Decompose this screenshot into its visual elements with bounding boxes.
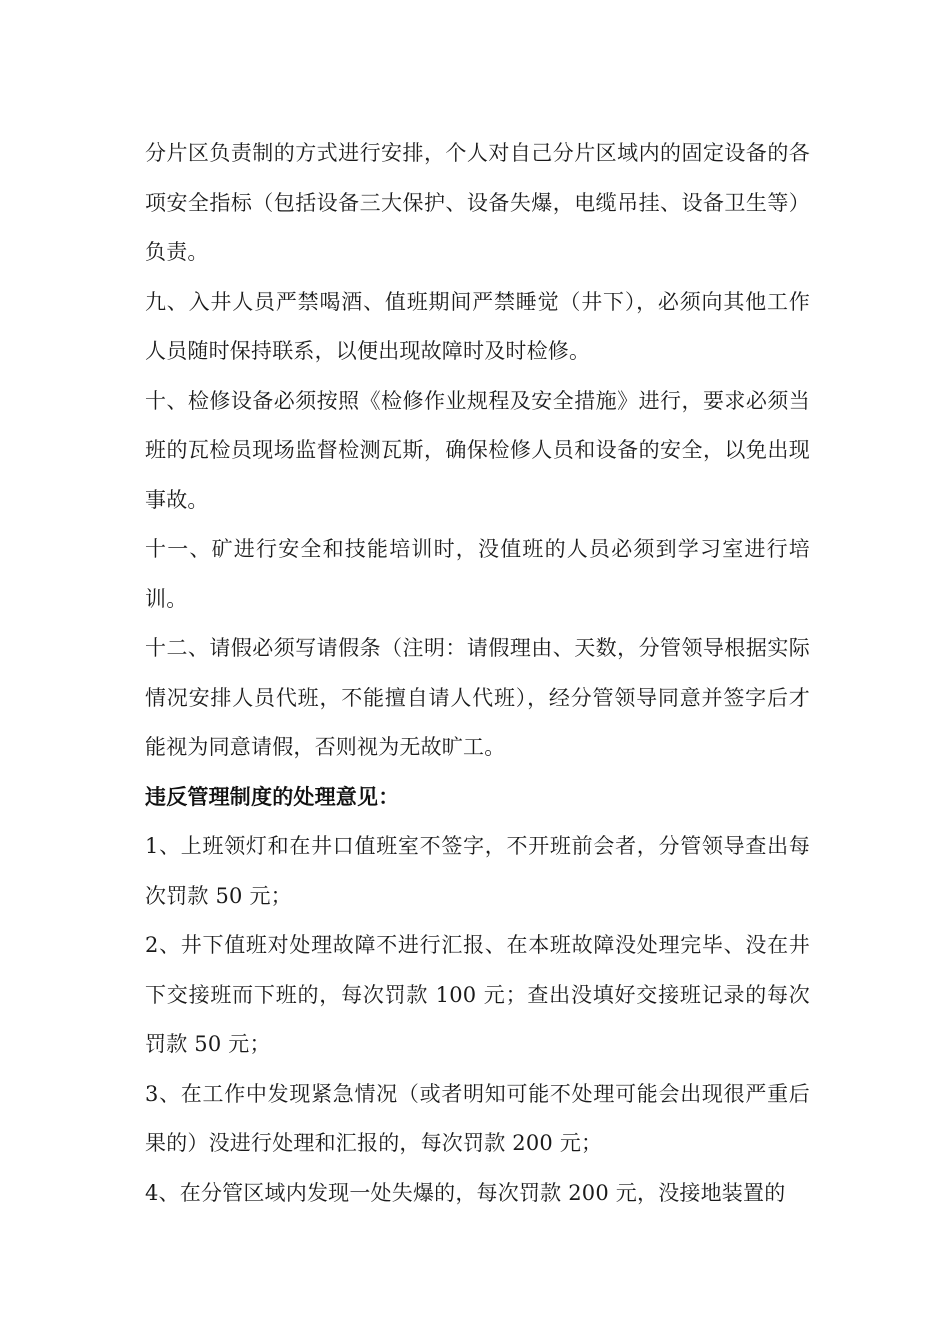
- penalty-item-1: 1、上班领灯和在井口值班室不签字，不开班前会者，分管领导查出每次罚款 50 元；: [145, 834, 810, 908]
- paragraph-rule-10: 十、检修设备必须按照《检修作业规程及安全措施》进行，要求必须当班的瓦检员现场监督检测瓦斯，确保检修人员和设备的安全，以免出现事故。: [145, 388, 810, 512]
- paragraph-rule-9: 九、入井人员严禁喝酒、值班期间严禁睡觉（井下），必须向其他工作人员随时保持联系，以便出现故障时及时检修。: [145, 289, 810, 363]
- paragraph-rule-11: 十一、矿进行安全和技能培训时，没值班的人员必须到学习室进行培训。: [145, 537, 810, 611]
- penalty-item-4: 4、在分管区域内发现一处失爆的，每次罚款 200 元，没接地装置的: [145, 1180, 786, 1205]
- paragraph-responsibility: 分片区负责制的方式进行安排，个人对自己分片区域内的固定设备的各项安全指标（包括设备三大保护、设备失爆，电缆吊挂、设备卫生等）负责。: [145, 141, 810, 264]
- penalty-item-3: 3、在工作中发现紧急情况（或者明知可能不处理可能会出现很严重后果的）没进行处理和汇报的，每次罚款 200 元；: [145, 1081, 810, 1155]
- penalty-item-2: 2、井下值班对处理故障不进行汇报、在本班故障没处理完毕、没在井下交接班而下班的，每次罚款 100 元；查出没填好交接班记录的每次罚款 50 元；: [145, 933, 810, 1056]
- paragraph-rule-12: 十二、请假必须写请假条（注明：请假理由、天数，分管领导根据实际情况安排人员代班，不能擅自请人代班），经分管领导同意并签字后才能视为同意请假，否则视为无故旷工。: [145, 636, 810, 759]
- section-heading-penalties: 违反管理制度的处理意见：: [145, 784, 400, 809]
- document-body: [145, 129, 810, 1218]
